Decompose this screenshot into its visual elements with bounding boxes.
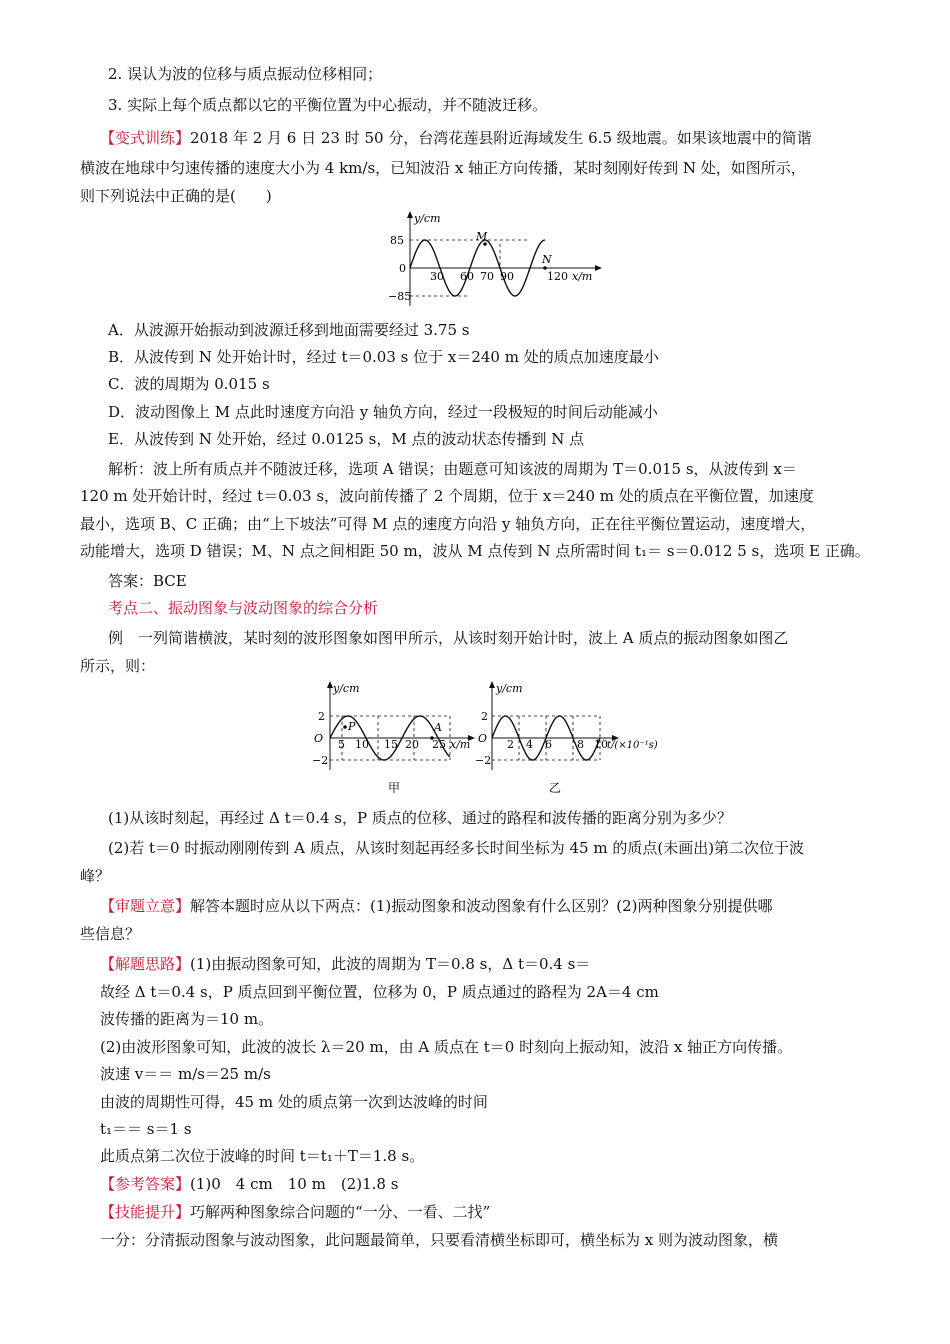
question-1: (1)从该时刻起，再经过 Δ t＝0.4 s，P 质点的位移、通过的路程和波传播的距离分别为多少？: [108, 809, 732, 827]
option-e: E．从波传到 N 处开始，经过 0.0125 s，M 点的波动状态传播到 N 点: [108, 430, 585, 448]
y-tick: −85: [388, 290, 412, 303]
solution-line: 故经 Δ t＝0.4 s，P 质点回到平衡位置，位移为 0，P 质点通过的路程为 2A＝4 cm: [100, 983, 659, 1001]
skill-paragraph: [100, 1202, 900, 1222]
variant-tag: 【变式训练】: [100, 129, 191, 147]
skill-tag: 【技能提升】: [100, 1203, 191, 1221]
point-m-label: M: [476, 230, 488, 243]
solution-line: 由波的周期性可得，45 m 处的质点第一次到达波峰的时间: [100, 1093, 488, 1111]
x-tick: 15: [384, 738, 398, 751]
solution-tag: 【解题思路】: [100, 955, 191, 973]
text-line: 横波在地球中匀速传播的速度大小为 4 km/s，已知波沿 x 轴正方向传播，某时刻刚好传到 N 处，如图所示，: [80, 159, 806, 177]
option-b: B．从波传到 N 处开始计时，经过 t＝0.03 s 位于 x＝240 m 处的质点加速度最小: [108, 348, 659, 366]
variant-paragraph: [100, 128, 900, 148]
x-tick: 120: [547, 270, 568, 283]
answer-paragraph: [100, 1174, 900, 1194]
text-line: 3. 实际上每个质点都以它的平衡位置为中心振动，并不随波迁移。: [108, 96, 548, 114]
x-tick: 25: [432, 738, 446, 751]
analysis-line: 解析：波上所有质点并不随波迁移，选项 A 错误；由题意可知该波的周期为 T＝0.015 s，从波传到 x＝: [108, 460, 797, 478]
question-2-cont: 峰？: [80, 867, 111, 885]
y-tick: 2: [481, 710, 488, 723]
x-tick: 70: [480, 270, 494, 283]
solution-line: 此质点第二次位于波峰的时间 t＝t₁＋T＝1.8 s。: [100, 1147, 425, 1165]
text-line: 2. 误认为波的位移与质点振动位移相同；: [108, 65, 383, 83]
y-tick: −2: [475, 754, 492, 767]
x-axis-label-left: x/m: [450, 738, 471, 751]
text-line: 则下列说法中正确的是( ): [80, 187, 272, 205]
wave-figure-2: [300, 678, 660, 798]
analysis-line: 120 m 处开始计时，经过 t＝0.03 s，波向前传播了 2 个周期，位于 x＝240 m 处的质点在平衡位置，加速度: [80, 487, 814, 505]
x-tick: 20: [405, 738, 419, 751]
text-line: 些信息？: [80, 925, 141, 943]
x-axis-arrow: [595, 265, 602, 271]
x-tick: 8: [577, 738, 584, 751]
x-tick: 60: [460, 270, 474, 283]
origin-label: O: [314, 732, 324, 745]
solution-line: 波速 v＝＝ m/s＝25 m/s: [100, 1065, 271, 1083]
text-line: (1)0 4 cm 10 m (2)1.8 s: [190, 1175, 399, 1193]
answer-line: 答案：BCE: [108, 572, 187, 590]
x-axis-label: x/m: [572, 270, 593, 283]
point-a-label: A: [434, 721, 442, 734]
y-tick: 2: [318, 710, 325, 723]
solution-line: t₁＝＝ s＝1 s: [100, 1120, 192, 1138]
wave-figure-1: [370, 210, 610, 310]
text-line: 2018 年 2 月 6 日 23 时 50 分，台湾花莲县附近海域发生 6.5 级地震。如果该地震中的简谐: [190, 129, 812, 147]
option-c: C．波的周期为 0.015 s: [108, 375, 270, 393]
x-tick: 2: [507, 738, 514, 751]
origin-label: O: [478, 732, 488, 745]
solution-line: (2)由波形图象可知，此波的波长 λ＝20 m，由 A 质点在 t＝0 时刻向上振动知，波沿 x 轴正方向传播。: [100, 1038, 793, 1056]
point-p: [343, 725, 347, 729]
caption-left: 甲: [388, 781, 401, 795]
intent-paragraph: [100, 896, 900, 916]
text-line: 解答本题时应从以下两点：(1)振动图象和波动图象有什么区别？(2)两种图象分别提供哪: [190, 897, 773, 915]
question-2: (2)若 t＝0 时振动刚刚传到 A 质点，从该时刻起再经多长时间坐标为 45 m 的质点(未画出)第二次位于波: [108, 839, 805, 857]
caption-right: 乙: [549, 781, 562, 795]
y-tick: 0: [399, 262, 406, 275]
answer-tag: 【参考答案】: [100, 1175, 191, 1193]
x-tick: 30: [430, 270, 444, 283]
y-tick: 85: [390, 234, 404, 247]
y-axis-label-left: y/cm: [333, 682, 360, 695]
y-axis-label: y/cm: [414, 212, 441, 225]
point-p-label: P: [348, 720, 356, 733]
text-line: 一分：分清振动图象与波动图象，此问题最简单，只要看清横坐标即可，横坐标为 x 则为波动图象，横: [100, 1231, 779, 1249]
solution-line: 波传播的距离为＝10 m。: [100, 1010, 274, 1028]
text-line: (1)由振动图象可知，此波的周期为 T＝0.8 s，Δ t＝0.4 s＝: [190, 955, 591, 973]
intent-tag: 【审题立意】: [100, 897, 191, 915]
x-axis-label-right: t/(×10⁻¹s): [607, 740, 658, 751]
analysis-line: 动能增大，选项 D 错误；M、N 点之间相距 50 m，波从 M 点传到 N 点所需时间 t₁＝ s＝0.012 5 s，选项 E 正确。: [80, 542, 870, 560]
y-axis-label-right: y/cm: [496, 682, 523, 695]
x-tick: 90: [500, 270, 514, 283]
section-heading: 考点二、振动图象与波动图象的综合分析: [108, 599, 379, 617]
x-tick: 6: [545, 738, 552, 751]
example-line: 例 一列简谐横波，某时刻的波形图象如图甲所示，从该时刻开始计时，波上 A 质点的振动图象如图乙: [108, 629, 789, 647]
analysis-line: 最小，选项 B、C 正确；由“上下坡法”可得 M 点的速度方向沿 y 轴负方向，正在往平衡位置运动，速度增大，: [80, 515, 816, 533]
y-tick: −2: [312, 754, 329, 767]
x-tick: 10: [355, 738, 369, 751]
x-tick: 5: [338, 738, 345, 751]
text-line: 巧解两种图象综合问题的“一分、一看、二找”: [190, 1203, 491, 1221]
example-line: 所示，则：: [80, 657, 156, 675]
point-n-label: N: [542, 253, 552, 266]
x-tick: 10: [594, 738, 608, 751]
y-axis-arrow: [489, 681, 495, 688]
y-axis-arrow: [407, 211, 413, 218]
option-d: D．波动图像上 M 点此时速度方向沿 y 轴负方向，经过一段极短的时间后动能减小: [108, 403, 658, 421]
solution-paragraph: [100, 954, 900, 974]
x-tick: 4: [526, 738, 533, 751]
option-a: A．从波源开始振动到波源迁移到地面需要经过 3.75 s: [108, 321, 470, 339]
